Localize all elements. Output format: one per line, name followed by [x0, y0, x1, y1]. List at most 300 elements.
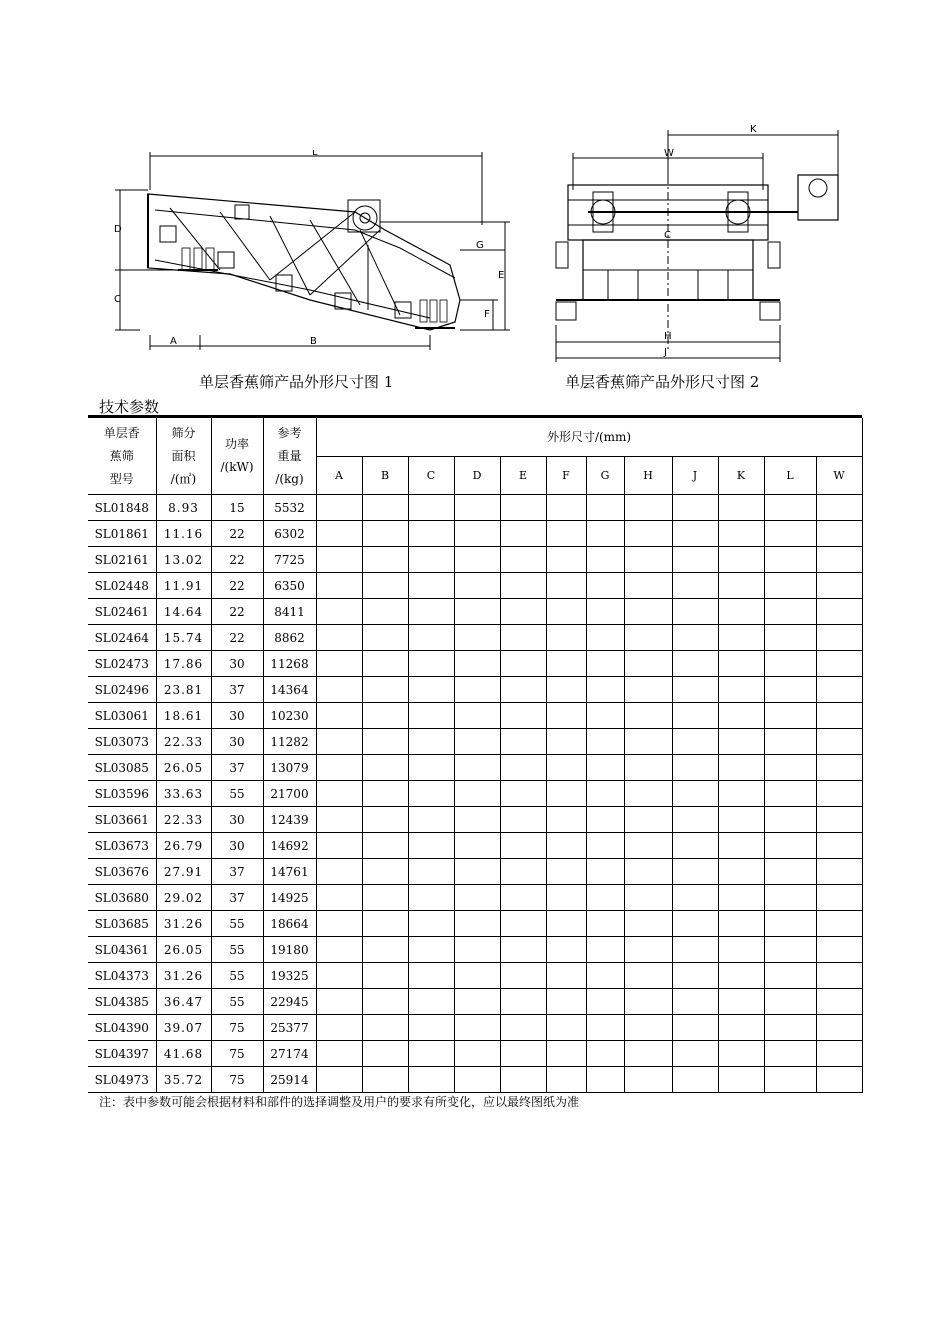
cell-dimension-f — [546, 625, 586, 651]
cell-area: 17.86 — [156, 651, 211, 677]
cell-dimension-w — [816, 677, 862, 703]
cell-power: 55 — [211, 911, 263, 937]
header-power — [211, 418, 263, 495]
cell-area: 15.74 — [156, 625, 211, 651]
cell-model: SL03676 — [88, 859, 156, 885]
cell-weight: 6350 — [263, 573, 316, 599]
cell-power: 30 — [211, 703, 263, 729]
cell-dimension-c — [408, 677, 454, 703]
cell-dimension-b — [362, 859, 408, 885]
cell-dimension-l — [764, 573, 816, 599]
dimension-header-h: H — [624, 457, 672, 495]
cell-dimension-d — [454, 677, 500, 703]
cell-area: 26.05 — [156, 937, 211, 963]
header-area-line-2: 面积 — [171, 448, 196, 463]
cell-model: SL03661 — [88, 807, 156, 833]
cell-dimension-b — [362, 937, 408, 963]
cell-dimension-k — [718, 599, 764, 625]
cell-dimension-g — [586, 625, 624, 651]
cell-dimension-h — [624, 781, 672, 807]
cell-dimension-f — [546, 859, 586, 885]
table-row — [88, 1015, 862, 1041]
cell-dimension-d — [454, 547, 500, 573]
cell-power: 30 — [211, 807, 263, 833]
cell-dimension-g — [586, 963, 624, 989]
cell-weight: 22945 — [263, 989, 316, 1015]
cell-dimension-f — [546, 963, 586, 989]
cell-dimension-a — [316, 703, 362, 729]
header-power-line-2: /(kW) — [220, 460, 254, 474]
cell-dimension-e — [500, 599, 546, 625]
cell-dimension-h — [624, 1067, 672, 1093]
cell-dimension-j — [672, 651, 718, 677]
cell-dimension-f — [546, 833, 586, 859]
table-row — [88, 573, 862, 599]
cell-dimension-f — [546, 495, 586, 521]
cell-dimension-d — [454, 521, 500, 547]
cell-dimension-h — [624, 495, 672, 521]
cell-dimension-d — [454, 781, 500, 807]
cell-dimension-l — [764, 1067, 816, 1093]
cell-area: 27.91 — [156, 859, 211, 885]
cell-dimension-c — [408, 911, 454, 937]
cell-dimension-a — [316, 1041, 362, 1067]
header-area — [156, 418, 211, 495]
cell-dimension-a — [316, 495, 362, 521]
cell-dimension-f — [546, 521, 586, 547]
cell-dimension-d — [454, 963, 500, 989]
cell-dimension-c — [408, 521, 454, 547]
cell-dimension-l — [764, 1041, 816, 1067]
cell-dimension-e — [500, 703, 546, 729]
cell-dimension-g — [586, 677, 624, 703]
cell-power: 37 — [211, 859, 263, 885]
cell-weight: 25377 — [263, 1015, 316, 1041]
cell-dimension-l — [764, 989, 816, 1015]
dimension-header-e: E — [500, 457, 546, 495]
cell-power: 37 — [211, 885, 263, 911]
cell-dimension-w — [816, 807, 862, 833]
cell-area: 41.68 — [156, 1041, 211, 1067]
center-line-label: C — [664, 230, 671, 241]
cell-model: SL02461 — [88, 599, 156, 625]
cell-weight: 19325 — [263, 963, 316, 989]
cell-dimension-d — [454, 859, 500, 885]
cell-dimension-b — [362, 1041, 408, 1067]
cell-dimension-k — [718, 807, 764, 833]
dim-label-W: W — [664, 148, 674, 159]
dimension-header-w: W — [816, 457, 862, 495]
cell-dimension-a — [316, 1015, 362, 1041]
cell-dimension-d — [454, 911, 500, 937]
cell-dimension-l — [764, 495, 816, 521]
cell-dimension-g — [586, 521, 624, 547]
cell-dimension-g — [586, 989, 624, 1015]
cell-dimension-l — [764, 885, 816, 911]
cell-dimension-c — [408, 1067, 454, 1093]
cell-dimension-h — [624, 885, 672, 911]
cell-dimension-w — [816, 729, 862, 755]
cell-dimension-b — [362, 781, 408, 807]
cell-dimension-b — [362, 911, 408, 937]
cell-dimension-k — [718, 573, 764, 599]
cell-dimension-b — [362, 833, 408, 859]
cell-dimension-g — [586, 651, 624, 677]
cell-weight: 14692 — [263, 833, 316, 859]
table-row — [88, 729, 862, 755]
cell-power: 55 — [211, 781, 263, 807]
cell-dimension-d — [454, 937, 500, 963]
cell-dimension-a — [316, 1067, 362, 1093]
cell-area: 22.33 — [156, 729, 211, 755]
cell-dimension-l — [764, 729, 816, 755]
cell-dimension-a — [316, 599, 362, 625]
cell-dimension-d — [454, 1041, 500, 1067]
cell-weight: 8862 — [263, 625, 316, 651]
cell-dimension-a — [316, 989, 362, 1015]
cell-dimension-d — [454, 573, 500, 599]
side-view-drawing — [110, 150, 520, 360]
dim-label-H: H — [664, 331, 672, 342]
cell-dimension-h — [624, 1015, 672, 1041]
cell-dimension-d — [454, 989, 500, 1015]
cell-weight: 14925 — [263, 885, 316, 911]
cell-power: 22 — [211, 599, 263, 625]
dim-label-D: D — [114, 224, 122, 235]
cell-dimension-e — [500, 495, 546, 521]
cell-dimension-c — [408, 963, 454, 989]
cell-area: 11.16 — [156, 521, 211, 547]
cell-dimension-k — [718, 885, 764, 911]
cell-dimension-k — [718, 963, 764, 989]
table-row — [88, 937, 862, 963]
cell-dimension-h — [624, 963, 672, 989]
cell-power: 55 — [211, 937, 263, 963]
cell-dimension-f — [546, 651, 586, 677]
cell-dimension-f — [546, 1015, 586, 1041]
cell-dimension-j — [672, 599, 718, 625]
cell-weight: 6302 — [263, 521, 316, 547]
cell-dimension-b — [362, 625, 408, 651]
cell-dimension-k — [718, 1041, 764, 1067]
footnote: 注：表中参数可能会根据材料和部件的选择调整及用户的要求有所变化，应以最终图纸为准 — [99, 1095, 580, 1109]
cell-dimension-b — [362, 677, 408, 703]
cell-power: 55 — [211, 989, 263, 1015]
cell-dimension-f — [546, 573, 586, 599]
table-row — [88, 677, 862, 703]
cell-dimension-f — [546, 937, 586, 963]
cell-dimension-b — [362, 547, 408, 573]
table-row — [88, 547, 862, 573]
cell-dimension-b — [362, 1015, 408, 1041]
table-row — [88, 625, 862, 651]
cell-dimension-d — [454, 625, 500, 651]
table-row — [88, 1041, 862, 1067]
cell-dimension-d — [454, 599, 500, 625]
cell-power: 15 — [211, 495, 263, 521]
cell-dimension-b — [362, 989, 408, 1015]
cell-area: 31.26 — [156, 963, 211, 989]
cell-dimension-h — [624, 833, 672, 859]
dim-label-L: L — [312, 150, 318, 158]
cell-power: 30 — [211, 833, 263, 859]
cell-dimension-k — [718, 833, 764, 859]
cell-dimension-e — [500, 651, 546, 677]
cell-dimension-f — [546, 807, 586, 833]
cell-dimension-e — [500, 755, 546, 781]
cell-model: SL01861 — [88, 521, 156, 547]
cell-dimension-h — [624, 547, 672, 573]
cell-area: 23.81 — [156, 677, 211, 703]
header-weight-line-1: 参考 — [277, 425, 302, 440]
cell-dimension-k — [718, 729, 764, 755]
cell-dimension-f — [546, 1067, 586, 1093]
header-model-line-2: 蕉筛 — [109, 448, 134, 463]
cell-dimension-l — [764, 599, 816, 625]
cell-dimension-g — [586, 1041, 624, 1067]
header-area-line-3: /(㎡) — [170, 471, 197, 486]
cell-dimension-c — [408, 807, 454, 833]
cell-weight: 7725 — [263, 547, 316, 573]
cell-dimension-e — [500, 1015, 546, 1041]
dim-label-C: C — [114, 294, 121, 305]
dim-label-E: E — [498, 270, 505, 281]
cell-area: 31.26 — [156, 911, 211, 937]
figure-1-caption: 单层香蕉筛产品外形尺寸图 1 — [199, 373, 394, 391]
cell-dimension-e — [500, 521, 546, 547]
cell-dimension-w — [816, 1015, 862, 1041]
cell-model: SL03685 — [88, 911, 156, 937]
cell-dimension-j — [672, 807, 718, 833]
cell-dimension-d — [454, 651, 500, 677]
cell-dimension-f — [546, 677, 586, 703]
table-row — [88, 885, 862, 911]
dimension-header-j: J — [672, 457, 718, 495]
cell-area: 36.47 — [156, 989, 211, 1015]
cell-dimension-g — [586, 755, 624, 781]
cell-dimension-w — [816, 1067, 862, 1093]
cell-dimension-c — [408, 495, 454, 521]
cell-dimension-c — [408, 703, 454, 729]
cell-model: SL03085 — [88, 755, 156, 781]
cell-power: 37 — [211, 677, 263, 703]
section-title: 技术参数 — [99, 398, 160, 416]
cell-dimension-w — [816, 703, 862, 729]
cell-dimension-d — [454, 833, 500, 859]
cell-dimension-e — [500, 963, 546, 989]
table-row — [88, 755, 862, 781]
cell-weight: 13079 — [263, 755, 316, 781]
cell-area: 18.61 — [156, 703, 211, 729]
cell-dimension-j — [672, 1067, 718, 1093]
cell-dimension-l — [764, 911, 816, 937]
cell-dimension-d — [454, 807, 500, 833]
header-model — [88, 418, 156, 495]
cell-dimension-h — [624, 703, 672, 729]
cell-dimension-d — [454, 703, 500, 729]
cell-dimension-l — [764, 755, 816, 781]
cell-dimension-w — [816, 963, 862, 989]
cell-model: SL04373 — [88, 963, 156, 989]
cell-model: SL02473 — [88, 651, 156, 677]
cell-dimension-k — [718, 1015, 764, 1041]
header-model-line-3: 型号 — [109, 471, 134, 486]
cell-dimension-e — [500, 937, 546, 963]
cell-dimension-c — [408, 885, 454, 911]
table-row — [88, 521, 862, 547]
cell-model: SL03673 — [88, 833, 156, 859]
cell-dimension-l — [764, 963, 816, 989]
dimension-header-k: K — [718, 457, 764, 495]
cell-dimension-e — [500, 1067, 546, 1093]
cell-dimension-l — [764, 833, 816, 859]
cell-dimension-j — [672, 859, 718, 885]
cell-area: 29.02 — [156, 885, 211, 911]
cell-model: SL02161 — [88, 547, 156, 573]
cell-dimension-g — [586, 495, 624, 521]
cell-dimension-k — [718, 1067, 764, 1093]
cell-power: 75 — [211, 1067, 263, 1093]
cell-dimension-b — [362, 651, 408, 677]
side-view-svg — [110, 150, 520, 360]
cell-dimension-e — [500, 1041, 546, 1067]
dimension-header-l: L — [764, 457, 816, 495]
cell-dimension-e — [500, 781, 546, 807]
spec-table-container — [88, 415, 862, 1093]
cell-area: 39.07 — [156, 1015, 211, 1041]
cell-dimension-d — [454, 1067, 500, 1093]
cell-model: SL04397 — [88, 1041, 156, 1067]
cell-dimension-k — [718, 989, 764, 1015]
cell-dimension-h — [624, 651, 672, 677]
cell-dimension-l — [764, 521, 816, 547]
cell-dimension-k — [718, 521, 764, 547]
cell-area: 33.63 — [156, 781, 211, 807]
cell-power: 75 — [211, 1015, 263, 1041]
end-view-svg — [548, 120, 848, 365]
cell-dimension-a — [316, 937, 362, 963]
cell-dimension-c — [408, 859, 454, 885]
table-row — [88, 781, 862, 807]
dim-label-F: F — [484, 309, 490, 320]
cell-dimension-g — [586, 781, 624, 807]
cell-dimension-f — [546, 911, 586, 937]
cell-dimension-f — [546, 885, 586, 911]
table-row — [88, 989, 862, 1015]
cell-dimension-d — [454, 1015, 500, 1041]
cell-dimension-b — [362, 521, 408, 547]
cell-dimension-w — [816, 521, 862, 547]
cell-dimension-h — [624, 625, 672, 651]
cell-dimension-c — [408, 599, 454, 625]
cell-dimension-k — [718, 651, 764, 677]
cell-dimension-a — [316, 729, 362, 755]
cell-dimension-w — [816, 989, 862, 1015]
cell-dimension-g — [586, 573, 624, 599]
cell-model: SL03061 — [88, 703, 156, 729]
header-model-line-1: 单层香 — [103, 425, 140, 440]
table-row — [88, 703, 862, 729]
cell-dimension-f — [546, 755, 586, 781]
cell-dimension-g — [586, 859, 624, 885]
cell-dimension-j — [672, 1015, 718, 1041]
cell-model: SL02496 — [88, 677, 156, 703]
cell-dimension-b — [362, 729, 408, 755]
dim-label-K: K — [750, 124, 757, 135]
cell-weight: 10230 — [263, 703, 316, 729]
cell-power: 30 — [211, 729, 263, 755]
dim-label-J: J — [664, 347, 667, 358]
cell-dimension-j — [672, 495, 718, 521]
cell-dimension-h — [624, 599, 672, 625]
cell-dimension-a — [316, 963, 362, 989]
cell-dimension-e — [500, 859, 546, 885]
header-power-line-1: 功率 — [224, 437, 249, 451]
cell-dimension-e — [500, 885, 546, 911]
cell-dimension-e — [500, 729, 546, 755]
cell-dimension-a — [316, 547, 362, 573]
cell-area: 14.64 — [156, 599, 211, 625]
table-row — [88, 807, 862, 833]
cell-dimension-a — [316, 573, 362, 599]
cell-dimension-j — [672, 937, 718, 963]
cell-dimension-w — [816, 755, 862, 781]
cell-dimension-h — [624, 937, 672, 963]
cell-dimension-j — [672, 547, 718, 573]
cell-area: 11.91 — [156, 573, 211, 599]
cell-weight: 12439 — [263, 807, 316, 833]
cell-dimension-l — [764, 807, 816, 833]
cell-model: SL03680 — [88, 885, 156, 911]
table-row — [88, 1067, 862, 1093]
cell-dimension-c — [408, 989, 454, 1015]
cell-dimension-k — [718, 677, 764, 703]
cell-dimension-l — [764, 937, 816, 963]
dimension-header-g: G — [586, 457, 624, 495]
cell-dimension-w — [816, 911, 862, 937]
cell-dimension-f — [546, 781, 586, 807]
cell-dimension-a — [316, 911, 362, 937]
cell-dimension-j — [672, 781, 718, 807]
cell-dimension-j — [672, 963, 718, 989]
dim-label-A: A — [170, 336, 177, 347]
cell-dimension-g — [586, 599, 624, 625]
cell-dimension-w — [816, 599, 862, 625]
cell-dimension-b — [362, 807, 408, 833]
cell-dimension-w — [816, 547, 862, 573]
cell-area: 35.72 — [156, 1067, 211, 1093]
cell-dimension-k — [718, 495, 764, 521]
header-area-line-1: 筛分 — [171, 425, 196, 440]
cell-power: 55 — [211, 963, 263, 989]
cell-dimension-d — [454, 885, 500, 911]
cell-dimension-l — [764, 625, 816, 651]
cell-dimension-g — [586, 833, 624, 859]
cell-dimension-e — [500, 833, 546, 859]
cell-dimension-j — [672, 677, 718, 703]
cell-dimension-j — [672, 729, 718, 755]
cell-model: SL03073 — [88, 729, 156, 755]
cell-model: SL04385 — [88, 989, 156, 1015]
dimension-header-d: D — [454, 457, 500, 495]
cell-dimension-d — [454, 755, 500, 781]
cell-weight: 14761 — [263, 859, 316, 885]
cell-weight: 8411 — [263, 599, 316, 625]
cell-area: 13.02 — [156, 547, 211, 573]
spec-table-body — [88, 495, 862, 1093]
cell-area: 22.33 — [156, 807, 211, 833]
cell-dimension-e — [500, 547, 546, 573]
